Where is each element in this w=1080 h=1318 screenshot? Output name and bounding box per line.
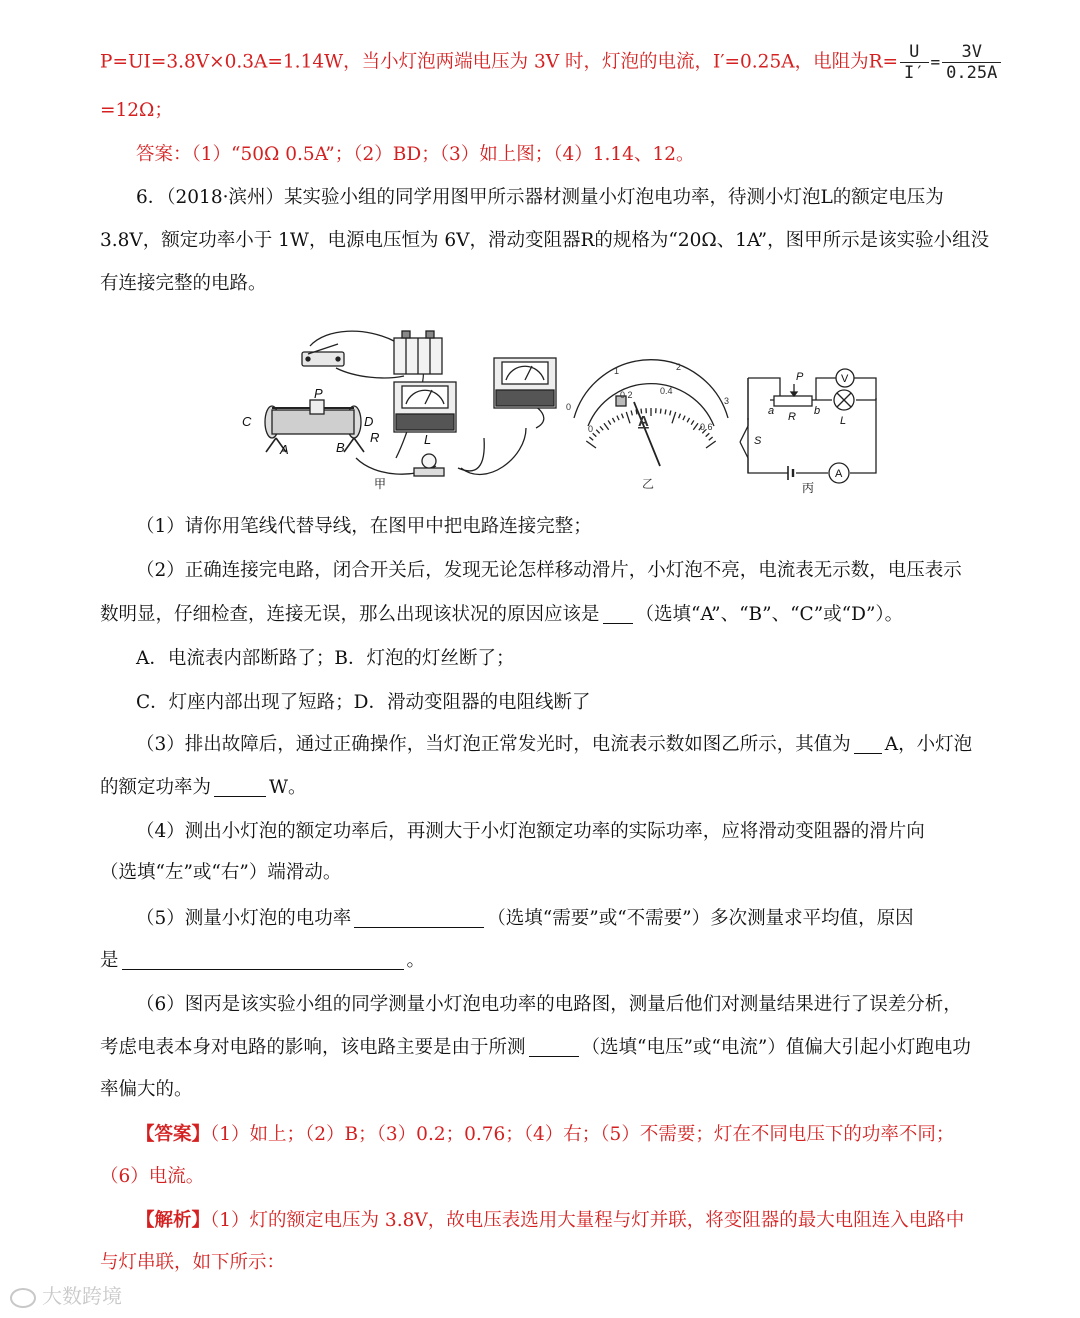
label-C: C <box>242 414 252 429</box>
part6-line3: 率偏大的。 <box>100 1079 193 1100</box>
figure-yi-labels <box>566 362 729 491</box>
yi-tick-mark <box>683 416 685 421</box>
bing-A: A <box>835 468 843 480</box>
yi-tick-mark <box>687 418 689 422</box>
part3-blank-current[interactable] <box>854 733 882 754</box>
part5-reason-text: 是 <box>100 950 119 971</box>
watermark-text: 大数跨境 <box>42 1284 122 1308</box>
yi-tick-mark <box>679 414 681 419</box>
bing-L: L <box>840 415 847 427</box>
caption-bing: 丙 <box>802 481 815 495</box>
yi-tick-mark <box>706 441 716 448</box>
yi-tick-bottom-0: 0 <box>588 424 594 434</box>
label-L: L <box>424 432 432 447</box>
yi-tick-mark <box>631 411 632 416</box>
label-R: R <box>370 430 380 445</box>
yi-tick-mark <box>596 430 599 434</box>
bing-b: b <box>814 405 821 417</box>
equals-sign: = <box>930 52 941 72</box>
part6-line1: （6）图丙是该实验小组的同学测量小灯泡电功率的电路图，测量后他们对测量结果进行了误差分析， <box>136 994 962 1015</box>
bing-V: V <box>841 373 849 385</box>
analysis-line1 <box>136 1206 982 1236</box>
yi-tick-mark <box>622 414 624 419</box>
part3-unit: A，小灯泡 <box>884 734 973 755</box>
options-ab: A．电流表内部断路了；B．灯泡的灯丝断了； <box>136 648 515 669</box>
caption-jia: 甲 <box>374 477 387 491</box>
options-cd: C．灯座内部出现了短路；D．滑动变阻器的电阻线断了 <box>136 692 591 713</box>
part3-power-text: 的额定功率为 <box>100 777 212 798</box>
part6-line2 <box>100 1033 982 1063</box>
part2-hint: （选填“A”、“B”、“C”或“D”）。 <box>635 604 904 625</box>
part3-power-unit: W。 <box>269 777 307 798</box>
label-D: D <box>364 414 374 429</box>
part5-line2 <box>100 946 982 976</box>
yi-tick-top-0: 0 <box>566 402 572 412</box>
yi-tick-mark <box>612 418 614 422</box>
experiment-figure <box>236 318 896 498</box>
caption-yi: 乙 <box>642 477 655 491</box>
part5-hint: （选填“需要”或“不需要”）多次测量求平均值，原因 <box>487 908 914 929</box>
yi-tick-mark <box>706 433 710 436</box>
frac1-denominator: I′ <box>904 63 925 83</box>
yi-tick-top-3: 3 <box>724 396 730 406</box>
prev-formula-text: P=UI=3.8V×0.3A=1.14W，当小灯泡两端电压为 3V 时，灯泡的电流，I′=0.25A，电阻为R= <box>100 51 899 73</box>
bing-a: a <box>768 405 775 417</box>
part1: （1）请你用笔线代替导线，在图甲中把电路连接完整； <box>136 516 592 537</box>
part3-line1 <box>136 730 982 760</box>
yi-tick-top-1: 1 <box>614 366 620 376</box>
part5-text: （5）测量小灯泡的电功率 <box>136 908 352 929</box>
bing-R: R <box>788 411 796 423</box>
yi-tick-mark <box>693 423 698 429</box>
part6-blank[interactable] <box>529 1036 579 1057</box>
answer-tag: 【答案】 <box>136 1124 211 1145</box>
prev-formula-line <box>100 42 998 83</box>
fraction-3v-over-025a <box>942 42 1001 83</box>
yi-tick-mark <box>665 409 666 414</box>
yi-tick-mark <box>600 426 603 430</box>
yi-tick-mark <box>608 420 611 424</box>
part3-blank-power[interactable] <box>214 776 266 797</box>
part5-blank[interactable] <box>354 907 484 928</box>
analysis-text: （1）灯的额定电压为 3.8V，故电压表选用大量程与灯并联，将变阻器的最大电阻连入电路中 <box>210 1210 965 1231</box>
part6-hint: （选填“电压”或“电流”）值偏大引起小灯跑电功 <box>581 1037 971 1058</box>
yi-tick-mark <box>586 441 596 448</box>
yi-tick-mark <box>617 416 619 421</box>
figure-yi <box>574 360 728 466</box>
label-B: B <box>336 440 345 455</box>
yi-tick-mark <box>691 420 694 424</box>
yi-tick-bottom-3: 0.6 <box>700 422 713 432</box>
yi-tick-mark <box>670 411 671 416</box>
watermark <box>10 1280 122 1309</box>
part5-period: 。 <box>406 950 426 971</box>
part3-line2 <box>100 773 982 803</box>
answer-text: （1）如上；（2）B；（3）0.2；0.76；（4）右；（5）不需要；灯在不同电压下的功率不同； <box>210 1124 955 1145</box>
frac1-numerator: U <box>900 42 928 63</box>
figure-bing <box>740 369 876 483</box>
fraction-u-over-i <box>900 42 928 83</box>
watermark-logo-icon <box>10 1288 36 1308</box>
q6-line1: 6．（2018·滨州）某实验小组的同学用图甲所示器材测量小灯泡电功率，待测小灯泡L的额定电压为 <box>136 187 944 208</box>
yi-tick-mark <box>593 433 597 436</box>
figure-bing-labels <box>754 371 849 495</box>
part4-line2: （选填“左”或“右”）端滑动。 <box>100 862 342 883</box>
prev-answer: 答案：（1）“50Ω 0.5A”；（2）BD；（3）如上图；（4）1.14、12。 <box>136 144 695 165</box>
part3-text: （3）排出故障后，通过正确操作，当灯泡正常发光时，电流表示数如图乙所示，其值为 <box>136 734 851 755</box>
part4-line1: （4）测出小灯泡的额定功率后，再测大于小灯泡额定功率的实际功率，应将滑动变阻器的滑片向 <box>136 821 925 842</box>
bing-P: P <box>796 371 804 383</box>
answer-line1 <box>136 1120 982 1150</box>
part2-line1: （2）正确连接完电路，闭合开关后，发现无论怎样移动滑片，小灯泡不亮，电流表无示数，电压表示 <box>136 560 962 581</box>
frac2-numerator: 3V <box>942 42 1001 63</box>
analysis-line2: 与灯串联，如下所示： <box>100 1252 286 1273</box>
yi-tick-bottom-1: 0.2 <box>620 390 633 400</box>
frac2-denominator: 0.25A <box>946 63 998 83</box>
yi-tick-bottom-2: 0.4 <box>660 386 673 396</box>
q6-line2: 3.8V，额定功率小于 1W，电源电压恒为 6V，滑动变阻器R的规格为“20Ω、1A”，图甲所示是该实验小组没 <box>100 230 990 251</box>
yi-tick-mark <box>709 437 713 440</box>
yi-tick-mark <box>589 437 593 440</box>
analysis-tag: 【解析】 <box>136 1210 211 1231</box>
answer-line2: （6）电流。 <box>100 1166 205 1187</box>
yi-tick-top-2: 2 <box>676 362 682 372</box>
part2-text: 数明显，仔细检查，连接无误，那么出现该状况的原因应该是 <box>100 604 600 625</box>
yi-tick-mark <box>660 409 661 414</box>
bing-S: S <box>754 435 762 447</box>
q6-line3: 有连接完整的电路。 <box>100 273 267 294</box>
yi-tick-mark <box>604 423 609 429</box>
part2-line2 <box>100 600 982 630</box>
part5-reason-blank[interactable] <box>122 949 404 970</box>
yi-tick-mark <box>672 412 676 423</box>
prev-result: =12Ω； <box>100 100 173 121</box>
label-P: P <box>314 386 323 401</box>
figure-jia <box>265 331 556 476</box>
yi-tick-mark <box>626 412 630 423</box>
yi-unit: A <box>638 413 649 430</box>
part5-line1 <box>136 904 982 934</box>
part6-text: 考虑电表本身对电路的影响，该电路主要是由于所测 <box>100 1037 526 1058</box>
label-A: A <box>280 442 289 457</box>
part2-blank[interactable] <box>603 603 633 624</box>
